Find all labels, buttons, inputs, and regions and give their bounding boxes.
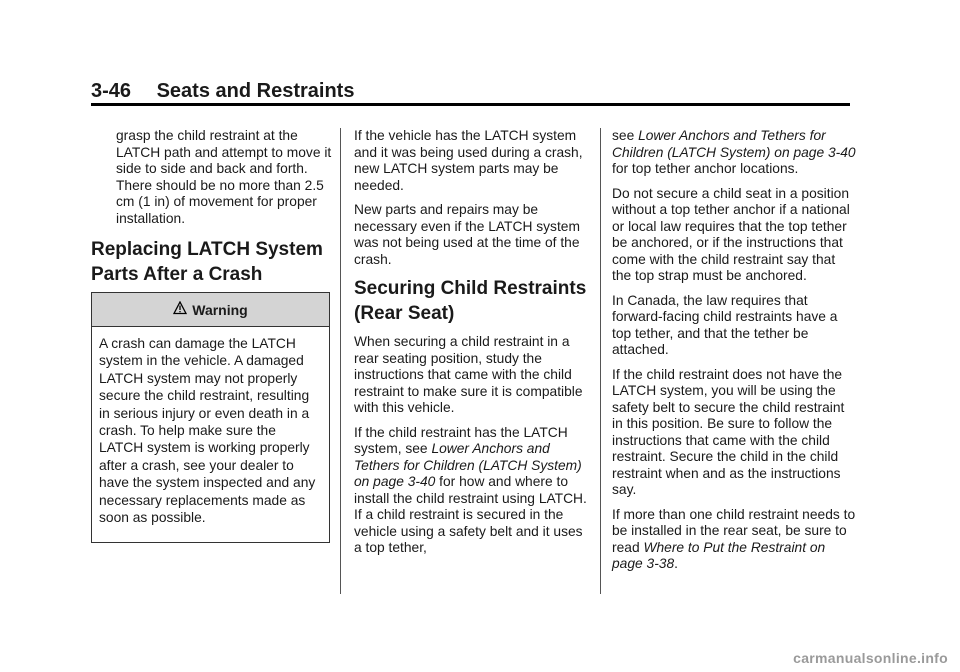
section-heading: Replacing LATCH System Parts After a Crash	[91, 239, 323, 285]
paragraph: If the vehicle has the LATCH system and it was being used during a crash, new LATCH system parts may be needed.	[354, 128, 583, 193]
column-1	[91, 128, 336, 295]
section-title: Seats and Restraints	[156, 80, 355, 102]
text: for how and where to install the child restraint using LATCH. If a child restraint is secured in the vehicle using a safety belt and it uses a top tether,	[354, 474, 587, 555]
paragraph	[612, 128, 857, 178]
paragraph: In Canada, the law requires that forward-facing child restraints have a top tether, and that the tether be attached.	[612, 292, 838, 357]
page-header	[91, 80, 354, 103]
paragraph: If the child restraint does not have the LATCH system, you will be using the safety belt to secure the child restraint in this position. Be sure to follow the instructions that came with the child restraint. Secure the child in the child restraint when and as the instructions say.	[612, 366, 845, 497]
column-3	[612, 128, 857, 581]
column-divider	[340, 128, 341, 594]
column-2	[354, 128, 592, 565]
cross-reference-link[interactable]: Where to Put the Restraint on page 3-38	[612, 539, 826, 571]
paragraph	[354, 425, 592, 557]
header-rule	[91, 103, 850, 106]
section-heading: Securing Child Restraints (Rear Seat)	[354, 278, 587, 324]
paragraph	[612, 507, 857, 573]
paragraph: Do not secure a child seat in a position without a top tether anchor if a national or local law requires that the top tether be anchored, or if the instructions that come with the child restraint say that the top strap must be anchored.	[612, 185, 850, 283]
text: for top tether anchor locations.	[612, 161, 799, 176]
text: see	[612, 128, 639, 143]
warning-body: A crash can damage the LATCH system in the vehicle. A damaged LATCH system may not properly secure the child restraint, resulting in serious injury or even death in a crash. To help make sure the LATCH system is working properly after a crash, see your dealer to have the system inspected and any necessary replacements made as soon as possible.	[99, 336, 316, 526]
text: If more than one child restraint needs to be installed in the rear seat, be sure to read	[612, 506, 856, 555]
warning-box	[91, 292, 330, 543]
warning-icon	[173, 301, 187, 318]
text: .	[674, 556, 678, 571]
paragraph: New parts and repairs may be necessary even if the LATCH system was not being used at the time of the crash.	[354, 202, 580, 267]
cross-reference-link[interactable]: Lower Anchors and Tethers for Children (LATCH System) on page 3-40	[354, 441, 582, 489]
text: If the child restraint has the LATCH system, see	[354, 424, 568, 456]
warning-title: Warning	[192, 301, 248, 318]
warning-header	[92, 293, 329, 327]
page-number: 3-46	[91, 80, 132, 102]
paragraph: When securing a child restraint in a rear seating position, study the instructions that came with the child restraint to make sure it is compatible with this vehicle.	[354, 334, 583, 415]
watermark: carmanualsonline.info	[793, 650, 948, 666]
paragraph: grasp the child restraint at the LATCH path and attempt to move it side to side and back and forth. There should be no more than 2.5 cm (1 in) of movement for proper installation.	[116, 128, 332, 226]
cross-reference-link[interactable]: Lower Anchors and Tethers for Children (LATCH System) on page 3-40	[612, 128, 856, 160]
column-divider	[600, 128, 601, 594]
